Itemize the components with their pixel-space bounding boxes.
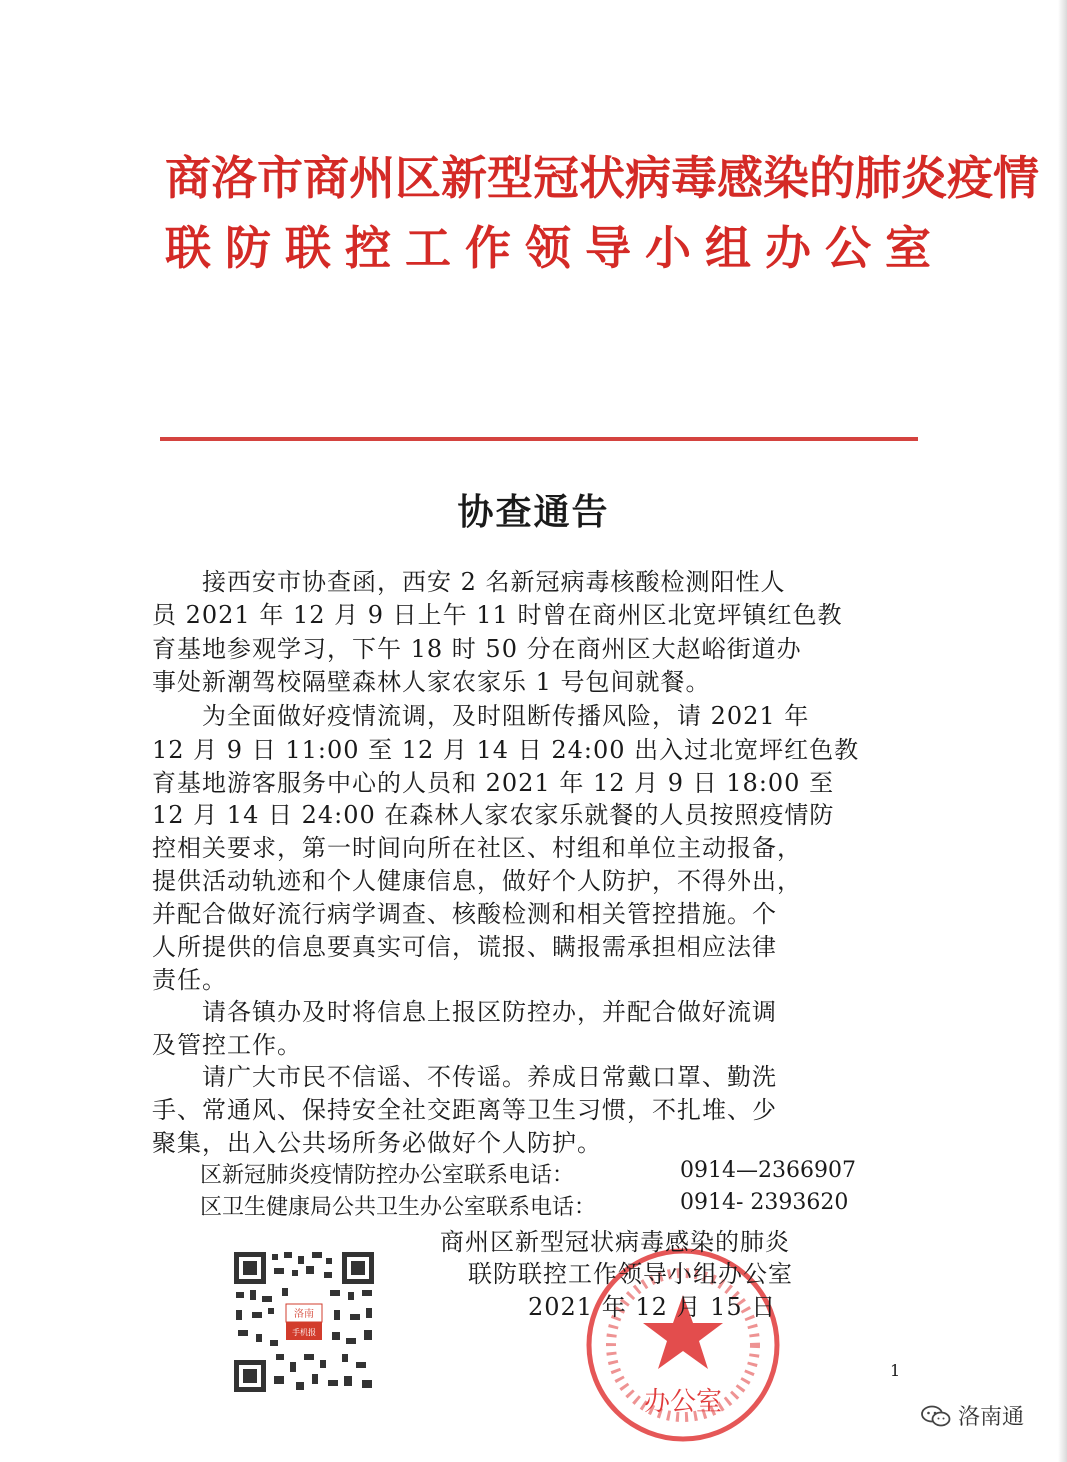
issuer-header-line-2: 联防联控工作领导小组办公室 [165,221,945,275]
body-line: 并配合做好流行病学调查、核酸检测和相关管控措施。个 [152,900,777,928]
body-line: 控相关要求，第一时间向所在社区、村组和单位主动报备， [152,834,802,862]
signature-org-line-1: 商州区新型冠状病毒感染的肺炎 [440,1228,790,1256]
signature-date: 2021 年 12 月 15 日 [528,1293,777,1321]
body-line: 为全面做好疫情流调，及时阻断传播风险，请 2021 年 [202,702,810,730]
body-line: 育基地参观学习，下午 18 时 50 分在商州区大赵峪街道办 [152,635,802,663]
contact-phone: 0914—2366907 [680,1158,856,1183]
body-line: 员 2021 年 12 月 9 日上午 11 时曾在商州区北宽坪镇红色教 [152,601,843,629]
contact-label: 区新冠肺炎疫情防控办公室联系电话： [200,1163,575,1188]
body-line: 及管控工作。 [152,1031,302,1059]
contact-label: 区卫生健康局公共卫生办公室联系电话： [200,1195,597,1220]
page-number: 1 [890,1361,901,1380]
svg-text:洛南: 洛南 [294,1309,314,1320]
body-line: 12 月 14 日 24:00 在森林人家农家乐就餐的人员按照疫情防 [152,801,835,829]
body-line: 人所提供的信息要真实可信，谎报、瞒报需承担相应法律 [152,933,777,961]
signature-org-line-2: 联防联控工作领导小组办公室 [468,1260,793,1288]
contact-line [200,1190,849,1221]
watermark-text: 洛南通 [958,1405,1025,1430]
body-line: 手、常通风、保持安全社交距离等卫生习惯，不扎堆、少 [152,1096,777,1124]
document-title: 协查通告 [457,492,610,533]
issuer-header-line-1: 商洛市商州区新型冠状病毒感染的肺炎疫情 [165,151,1039,205]
qr-code [232,1250,376,1394]
body-line: 育基地游客服务中心的人员和 2021 年 12 月 9 日 18:00 至 [152,769,835,797]
body-line: 请各镇办及时将信息上报区防控办，并配合做好流调 [202,998,777,1026]
page-edge-shadow [1058,0,1067,1462]
contact-line [200,1158,856,1189]
red-divider-line [160,437,918,441]
source-watermark [920,1400,1024,1431]
contact-phone: 0914- 2393620 [680,1190,849,1215]
body-line: 责任。 [152,966,227,994]
body-line: 12 月 9 日 11:00 至 12 月 14 日 24:00 出入过北宽坪红色教 [152,736,860,764]
wechat-icon [920,1405,952,1427]
body-line: 提供活动轨迹和个人健康信息，做好个人防护，不得外出， [152,867,802,895]
svg-text:手机报: 手机报 [292,1328,316,1337]
body-line: 事处新潮驾校隔壁森林人家农家乐 1 号包间就餐。 [152,668,711,696]
body-line: 接西安市协查函，西安 2 名新冠病毒核酸检测阳性人 [202,568,786,596]
seal-text: 办公室 [643,1387,723,1417]
body-line: 请广大市民不信谣、不传谣。养成日常戴口罩、勤洗 [202,1063,777,1091]
body-line: 聚集，出入公共场所务必做好个人防护。 [152,1129,602,1157]
